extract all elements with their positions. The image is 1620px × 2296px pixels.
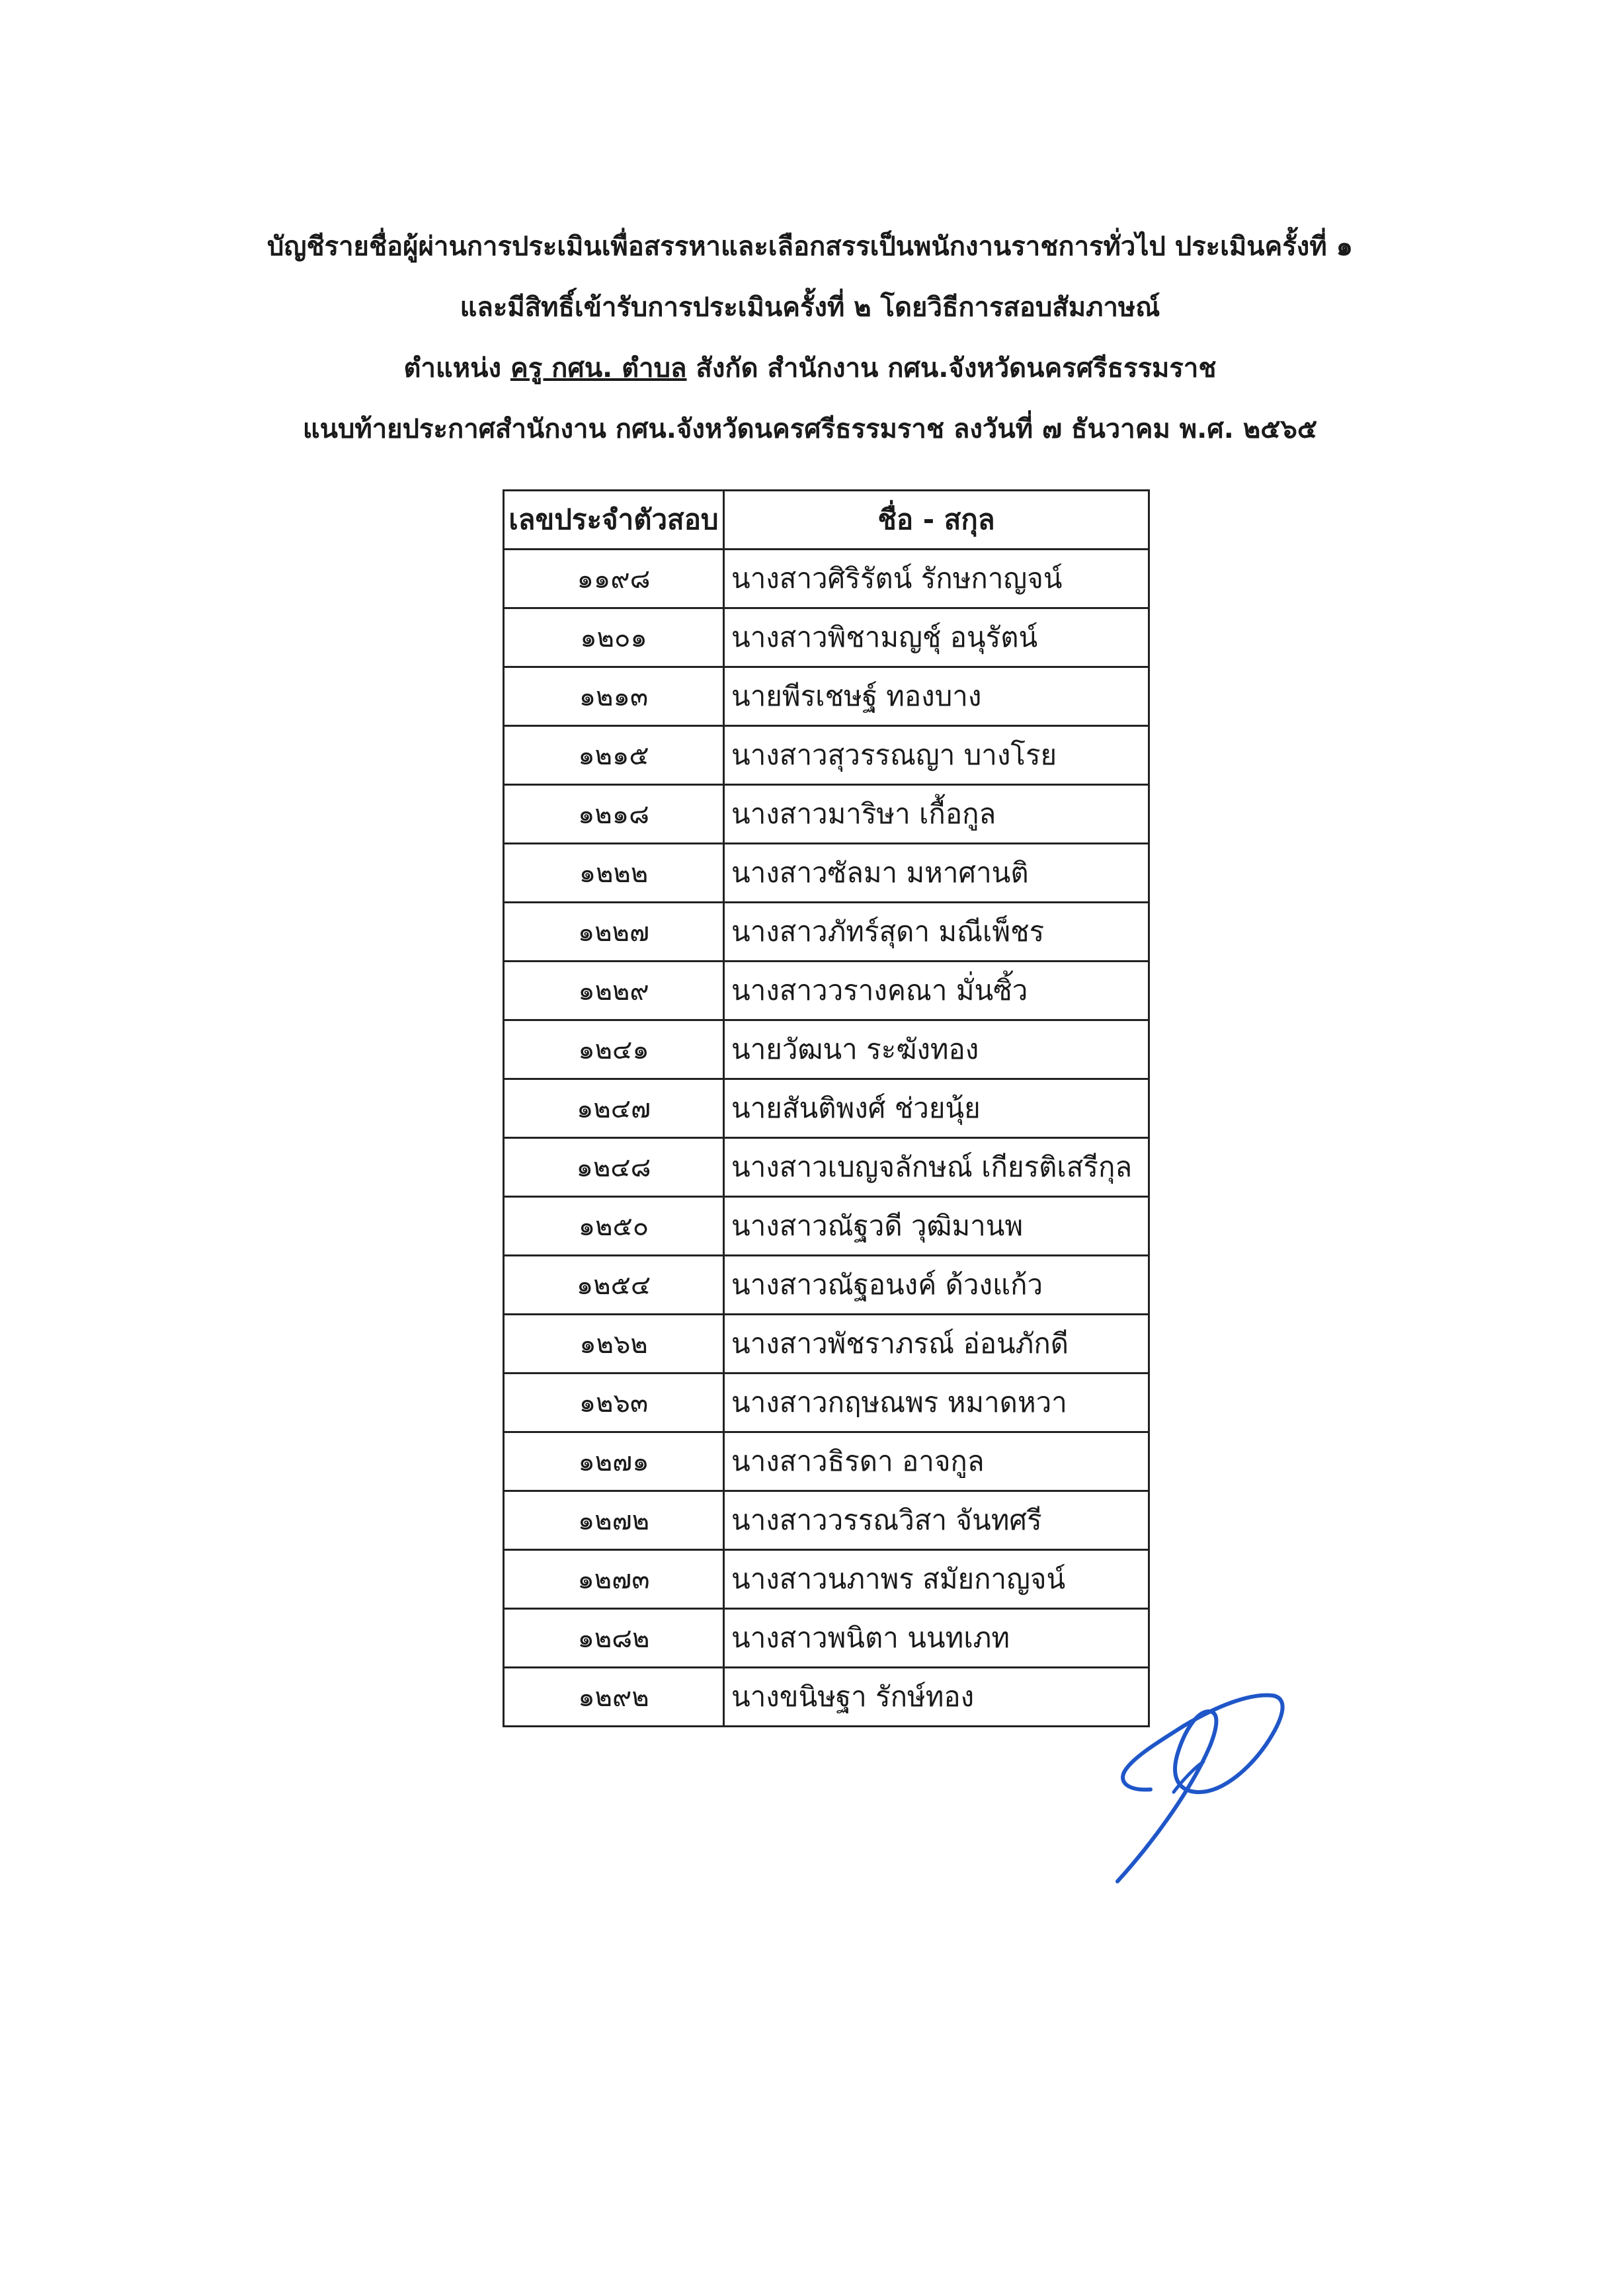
exam-id-cell: ๑๒๗๓ (504, 1550, 724, 1609)
table-row (504, 1079, 1149, 1138)
table-row (504, 608, 1149, 667)
signature-icon (1111, 1693, 1296, 1885)
document-header (0, 225, 1620, 468)
table-row (504, 903, 1149, 962)
full-name-cell: นางสาวมาริษา เกื้อกูล (724, 785, 1149, 844)
full-name-cell: นางสาววรางคณา มั่นซิ้ว (724, 962, 1149, 1020)
exam-id-cell: ๑๒๔๗ (504, 1079, 724, 1138)
full-name-cell: นางสาวธิรดา อาจกูล (724, 1432, 1149, 1491)
table-row (504, 1197, 1149, 1256)
exam-id-cell: ๑๒๑๕ (504, 726, 724, 785)
table-row (504, 550, 1149, 608)
full-name-cell: นางสาวศิริรัตน์ รักษกาญจน์ (724, 550, 1149, 608)
full-name-cell: นางขนิษฐา รักษ์ทอง (724, 1668, 1149, 1727)
full-name-cell: นางสาวณัฐวดี วุฒิมานพ (724, 1197, 1149, 1256)
table-row (504, 1550, 1149, 1609)
table-row (504, 726, 1149, 785)
exam-id-cell: ๑๒๑๘ (504, 785, 724, 844)
full-name-cell: นางสาวพิชามญชุ์ อนุรัตน์ (724, 608, 1149, 667)
table-row (504, 844, 1149, 903)
full-name-cell: นางสาวเบญจลักษณ์ เกียรติเสรีกุล (724, 1138, 1149, 1197)
exam-id-cell: ๑๒๔๑ (504, 1020, 724, 1079)
exam-id-cell: ๑๒๑๓ (504, 667, 724, 726)
header-line-4: แนบท้ายประกาศสำนักงาน กศน.จังหวัดนครศรีธรรมราช ลงวันที่ ๗ ธันวาคม พ.ศ. ๒๕๖๕ (302, 414, 1318, 444)
table-body (504, 550, 1149, 1727)
table-row (504, 1256, 1149, 1315)
table-row (504, 1668, 1149, 1727)
header-line-1: บัญชีรายชื่อผู้ผ่านการประเมินเพื่อสรรหาและเลือกสรรเป็นพนักงานราชการทั่วไป ประเมินครั้งที่ ๑ (266, 231, 1353, 262)
exam-id-cell: ๑๑๙๘ (504, 550, 724, 608)
full-name-cell: นางสาวสุวรรณญา บางโรย (724, 726, 1149, 785)
exam-id-cell: ๑๒๗๑ (504, 1432, 724, 1491)
exam-id-cell: ๑๒๕๔ (504, 1256, 724, 1315)
header-affiliation: สังกัด สำนักงาน กศน.จังหวัดนครศรีธรรมราช (696, 353, 1217, 384)
full-name-cell: นางสาวซัลมา มหาศานติ (724, 844, 1149, 903)
exam-id-cell: ๑๒๒๙ (504, 962, 724, 1020)
full-name-cell: นางสาวภัทร์สุดา มณีเพ็ชร (724, 903, 1149, 962)
full-name-cell: นางสาวกฤษณพร หมาดหวา (724, 1374, 1149, 1432)
header-line-2: และมีสิทธิ์เข้ารับการประเมินครั้งที่ ๒ โดยวิธีการสอบสัมภาษณ์ (460, 292, 1160, 323)
exam-id-cell: ๑๒๘๒ (504, 1609, 724, 1668)
full-name-cell: นายสันติพงศ์ ช่วยนุ้ย (724, 1079, 1149, 1138)
table-row (504, 785, 1149, 844)
exam-id-cell: ๑๒๕๐ (504, 1197, 724, 1256)
full-name-cell: นางสาวนภาพร สมัยกาญจน์ (724, 1550, 1149, 1609)
full-name-cell: นางสาวณัฐอนงค์ ด้วงแก้ว (724, 1256, 1149, 1315)
full-name-cell: นายพีรเชษฐ์ ทองบาง (724, 667, 1149, 726)
table-row (504, 1315, 1149, 1374)
table-header-row (504, 491, 1149, 550)
full-name-cell: นางสาววรรณวิสา จันทศรี (724, 1491, 1149, 1550)
full-name-cell: นางสาวพัชราภรณ์ อ่อนภักดี (724, 1315, 1149, 1374)
table-row (504, 1020, 1149, 1079)
header-line-3 (0, 347, 1620, 390)
exam-id-cell: ๑๒๙๒ (504, 1668, 724, 1727)
header-position-label: ตำแหน่ง (403, 353, 501, 384)
table-row (504, 1432, 1149, 1491)
table-row (504, 1609, 1149, 1668)
exam-id-cell: ๑๒๒๗ (504, 903, 724, 962)
full-name-cell: นายวัฒนา ระฆังทอง (724, 1020, 1149, 1079)
exam-id-cell: ๑๒๖๓ (504, 1374, 724, 1432)
exam-id-cell: ๑๒๗๒ (504, 1491, 724, 1550)
full-name-cell: นางสาวพนิตา นนทเภท (724, 1609, 1149, 1668)
exam-id-cell: ๑๒๒๒ (504, 844, 724, 903)
table-row (504, 1138, 1149, 1197)
candidate-table (503, 489, 1150, 1727)
exam-id-cell: ๑๒๔๘ (504, 1138, 724, 1197)
exam-id-cell: ๑๒๖๒ (504, 1315, 724, 1374)
table-row (504, 667, 1149, 726)
header-position-title: ครู กศน. ตำบล (510, 353, 687, 384)
column-header-exam-id: เลขประจำตัวสอบ (504, 491, 724, 550)
exam-id-cell: ๑๒๐๑ (504, 608, 724, 667)
table-row (504, 1374, 1149, 1432)
table-row (504, 962, 1149, 1020)
table-row (504, 1491, 1149, 1550)
column-header-full-name: ชื่อ - สกุล (724, 491, 1149, 550)
